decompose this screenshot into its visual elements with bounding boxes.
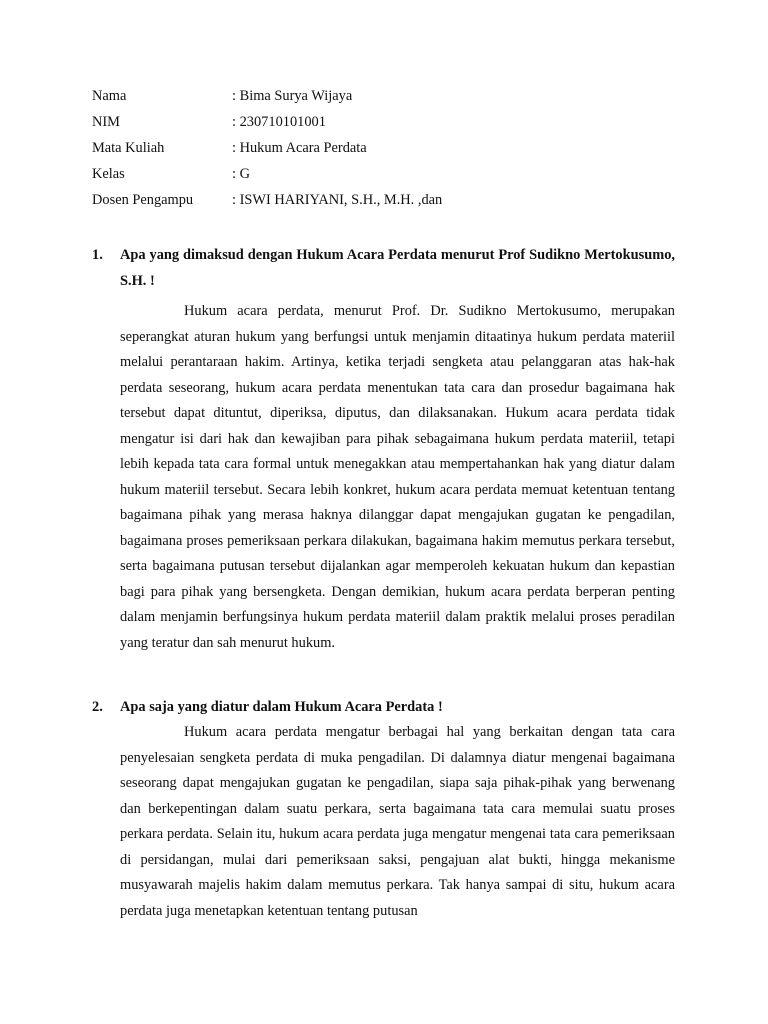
info-row-nim xyxy=(92,112,442,138)
info-row-course xyxy=(92,138,442,164)
info-label: Kelas xyxy=(92,166,125,182)
info-value: : ISWI HARIYANI, S.H., M.H. ,dan xyxy=(232,192,443,208)
info-label: Mata Kuliah xyxy=(92,140,165,156)
info-value: : G xyxy=(232,166,250,182)
answer-paragraph: Hukum acara perdata, menurut Prof. Dr. Sudikno Mertokusumo, merupakan seperangkat aturan hukum yang berfungsi untuk menjamin ditaatinya hukum perdata materiil melalui perantaraan hakim. Artinya, ketika terjadi sengketa atau pelanggaran atas hak-hak perdata seseorang, hukum acara perdata menentukan tata cara dan prosedur bagaimana hak tersebut dapat dituntut, diperiksa, diputus, dan dilaksanakan. Hukum acara perdata tidak mengatur isi dari hak dan kewajiban para pihak sebagaimana hukum perdata materiil, tetapi lebih kepada tata cara formal untuk menegakkan atau mempertahankan hak yang diatur dalam hukum materiil tersebut. Secara lebih konkret, hukum acara perdata memuat ketentuan tentang bagaimana pihak yang merasa haknya dilanggar dapat mengajukan gugatan ke pengadilan, bagaimana proses pemeriksaan perkara dilakukan, bagaimana hakim memutus perkara tersebut, serta bagaimana putusan tersebut dijalankan agar memperoleh kekuatan hukum dan kepastian bagi para pihak yang bersengketa. Dengan demikian, hukum acara perdata berperan penting dalam menjamin berfungsinya hukum perdata materiil dalam praktik melalui proses peradilan yang teratur dan sah menurut hukum. xyxy=(120,303,675,651)
question-heading xyxy=(92,694,675,720)
student-info xyxy=(92,86,442,216)
question-number: 2. xyxy=(92,699,103,715)
answer-paragraph: Hukum acara perdata mengatur berbagai hal yang berkaitan dengan tata cara penyelesaian sengketa perdata di muka pengadilan. Di dalamnya diatur mengenai bagaimana seseorang dapat mengajukan gugatan ke pengadilan, siapa saja pihak-pihak yang berwenang dan berkepentingan dalam suatu perkara, serta bagaimana tata cara memulai suatu proses perkara perdata. Selain itu, hukum acara perdata juga mengatur mengenai tata cara pemeriksaan di persidangan, mulai dari pemeriksaan saksi, pengajuan alat bukti, hingga mekanisme musyawarah majelis hakim dalam memutus perkara. Tak hanya sampai di situ, hukum acara perdata juga menetapkan ketentuan tentang putusan xyxy=(120,724,675,919)
question-title: Apa yang dimaksud dengan Hukum Acara Perdata menurut Prof Sudikno Mertokusumo, S.H. ! xyxy=(120,247,675,289)
question-number: 1. xyxy=(92,247,103,263)
question-1 xyxy=(92,242,675,656)
info-value: : Hukum Acara Perdata xyxy=(232,140,367,156)
info-value: : Bima Surya Wijaya xyxy=(232,88,353,104)
info-label: NIM xyxy=(92,114,120,130)
info-row-class xyxy=(92,164,442,190)
question-title: Apa saja yang diatur dalam Hukum Acara Perdata ! xyxy=(120,699,443,715)
question-heading xyxy=(92,242,675,294)
question-2 xyxy=(92,694,675,924)
info-label: Dosen Pengampu xyxy=(92,192,194,208)
info-label: Nama xyxy=(92,88,127,104)
info-row-name xyxy=(92,86,442,112)
info-value: : 230710101001 xyxy=(232,114,326,130)
info-row-lecturer xyxy=(92,190,442,216)
